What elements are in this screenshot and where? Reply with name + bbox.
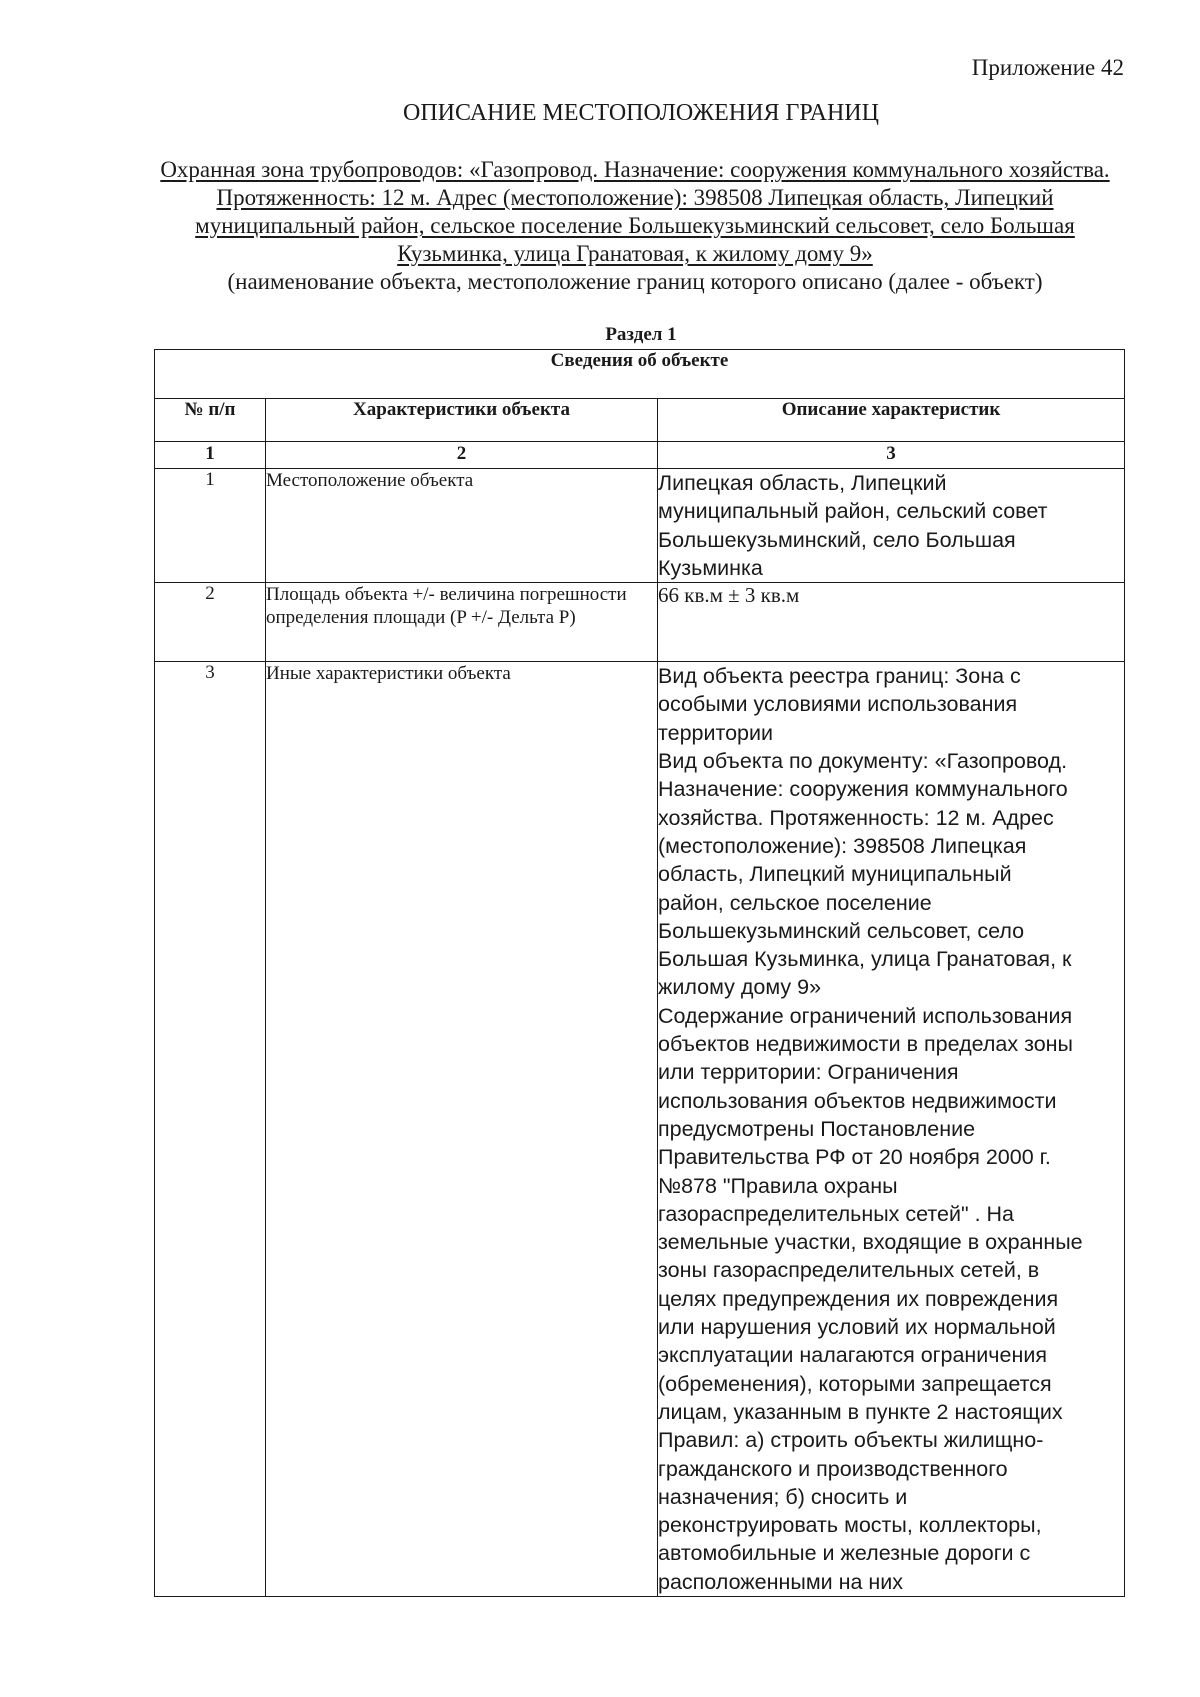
annex-label: Приложение 42: [971, 55, 1124, 80]
description-line: №878 "Правила охраны: [658, 1173, 898, 1198]
description-line: муниципальный район, сельский совет: [658, 499, 1048, 524]
description-line: Содержание ограничений использования: [658, 1003, 1073, 1028]
description-line: объектов недвижимости в пределах зоны: [658, 1032, 1073, 1057]
description-line: эксплуатации налагаются ограничения: [658, 1343, 1047, 1368]
column-header-num: № п/п: [155, 399, 266, 442]
description-line: Кузьминка: [658, 555, 763, 580]
column-number-2: 2: [266, 442, 658, 469]
description-line: земельные участки, входящие в охранные: [658, 1230, 1083, 1255]
description-line: или нарушения условий их нормальной: [658, 1315, 1056, 1340]
description-line: Правил: а) строить объекты жилищно-: [658, 1428, 1044, 1453]
column-number-3: 3: [658, 442, 1125, 469]
description-line: или территории: Ограничения: [658, 1060, 959, 1085]
row-description: [658, 469, 1125, 583]
description-line: расположенными на них: [658, 1569, 904, 1594]
description-line: Вид объекта по документу: «Газопровод.: [658, 749, 1068, 774]
description-line: целях предупреждения их повреждения: [658, 1286, 1059, 1311]
section-title: Раздел 1: [605, 324, 677, 345]
object-caption: (наименование объекта, местоположение границ которого описано (далее - объект): [227, 269, 1043, 294]
description-line: территории: [658, 720, 774, 745]
row-characteristic: Площадь объекта +/- величина погрешности определения площади (P +/- Дельта P): [266, 583, 658, 662]
description-line: жилому дому 9»: [658, 975, 822, 1000]
column-header-characteristic: Характеристики объекта: [266, 399, 658, 442]
table-caption: Сведения об объекте: [155, 350, 1125, 399]
description-line: лицам, указанным в пункте 2 настоящих: [658, 1399, 1063, 1424]
description-line: использования объектов недвижимости: [658, 1088, 1057, 1113]
document-title: ОПИСАНИЕ МЕСТОПОЛОЖЕНИЯ ГРАНИЦ: [403, 100, 879, 126]
description-line: Вид объекта реестра границ: Зона с: [658, 664, 1021, 689]
table-row: [155, 469, 1125, 583]
column-header-description: Описание характеристик: [658, 399, 1125, 442]
row-characteristic: Иные характеристики объекта: [266, 662, 658, 1597]
table-row: [155, 662, 1125, 1597]
row-characteristic: Местоположение объекта: [266, 469, 658, 583]
description-line: назначения; б) сносить и: [658, 1484, 908, 1509]
description-line: Липецкая область, Липецкий: [658, 471, 947, 495]
description-line: (обременения), которыми запрещается: [658, 1371, 1052, 1396]
description-line: предусмотрены Постановление: [658, 1116, 976, 1141]
row-number: 1: [155, 469, 266, 583]
description-line: гражданского и производственного: [658, 1456, 1008, 1481]
table-header-row: [155, 399, 1125, 442]
row-description: 66 кв.м ± 3 кв.м: [658, 583, 1125, 662]
description-line: особыми условиями использования: [658, 692, 1018, 717]
description-line: Большекузьминский, село Большая: [658, 527, 1016, 552]
description-line: хозяйства. Протяженность: 12 м. Адрес: [658, 805, 1054, 830]
column-number-row: [155, 442, 1125, 469]
object-name: Охранная зона трубопроводов: «Газопровод. Назначение: сооружения коммунального хозяйства. Протяженность: 12 м. Адрес (местоположение): 398508 Липецкая область, Липецкий муниципальный район, сельское поселение Большекузьминский сельсовет, село Большая Кузьминка, улица Гранатовая, к жилому дому 9»: [160, 157, 1110, 266]
column-number-1: 1: [155, 442, 266, 469]
description-line: Правительства РФ от 20 ноября 2000 г.: [658, 1145, 1051, 1170]
description-line: зоны газораспределительных сетей, в: [658, 1258, 1040, 1283]
table-caption-row: [155, 350, 1125, 399]
description-line: Назначение: сооружения коммунального: [658, 777, 1068, 802]
description-line: район, сельское поселение: [658, 890, 932, 915]
description-line: Большая Кузьминка, улица Гранатовая, к: [658, 947, 1072, 972]
description-line: реконструировать мосты, коллекторы,: [658, 1513, 1042, 1538]
row-number: 2: [155, 583, 266, 662]
row-number: 3: [155, 662, 266, 1597]
description-line: автомобильные и железные дороги с: [658, 1541, 1031, 1566]
object-info-table: [154, 349, 1125, 1597]
description-line: (местоположение): 398508 Липецкая: [658, 833, 1027, 858]
table-row: [155, 583, 1125, 662]
description-line: Большекузьминский сельсовет, село: [658, 918, 1025, 943]
description-line: область, Липецкий муниципальный: [658, 862, 1012, 887]
row-description: [658, 662, 1125, 1597]
description-line: газораспределительных сетей" . На: [658, 1201, 1014, 1226]
object-block: [150, 156, 1120, 296]
